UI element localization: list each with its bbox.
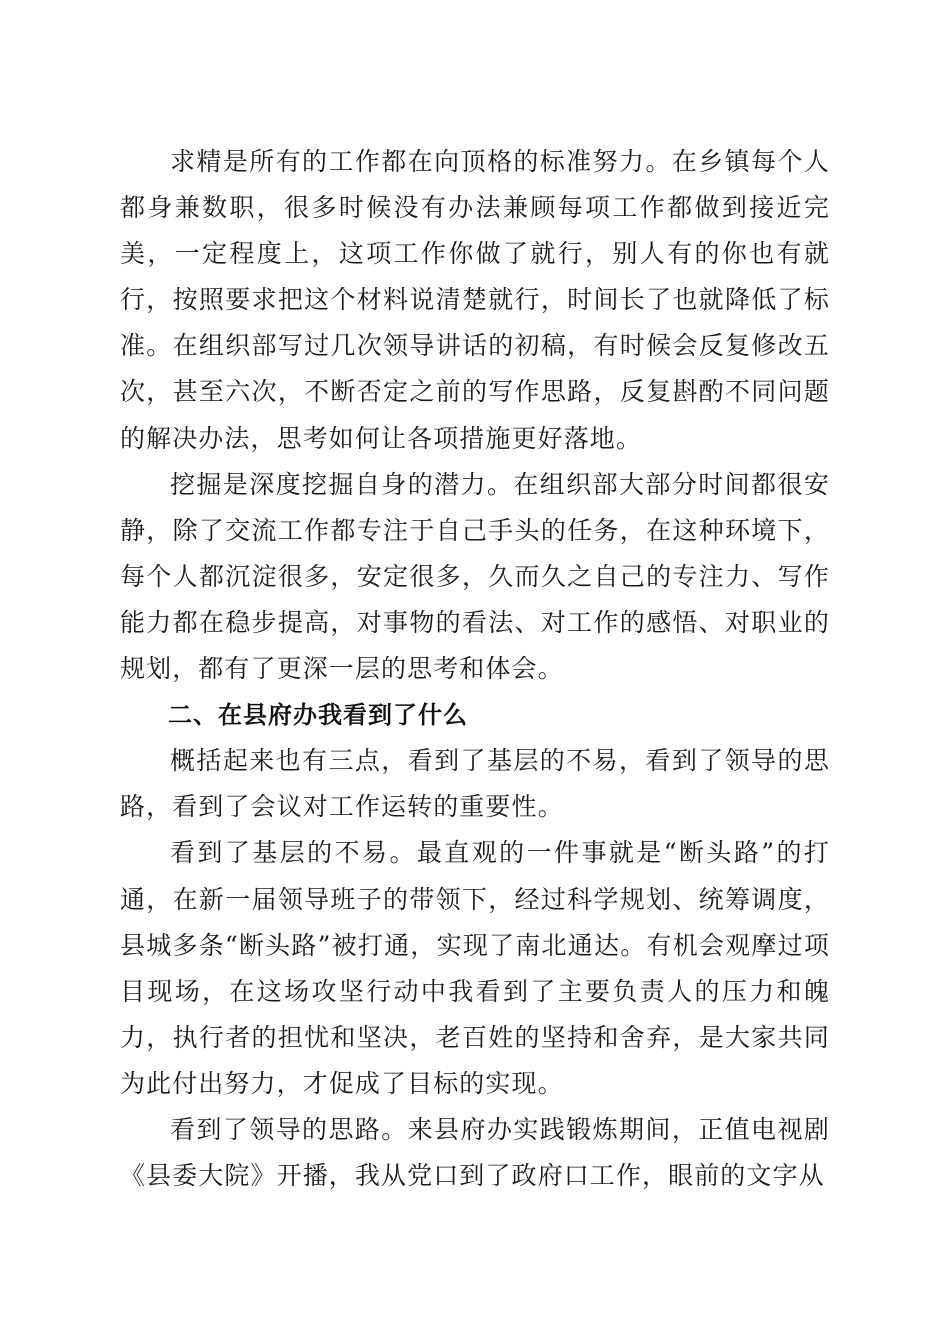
paragraph-self-potential: 挖掘是深度挖掘自身的潜力。在组织部大部分时间都很安静，除了交流工作都专注于自己手头的任务，在这种环境下，每个人都沉淀很多，安定很多，久而久之自己的专注力、写作能力都在稳步提高，对事物的看法、对工作的感悟、对职业的规划，都有了更深一层的思考和体会。	[120, 469, 830, 684]
paragraph-leadership: 看到了领导的思路。来县府办实践锻炼期间，正值电视剧《县委大院》开播，我从党口到了政府口工作，眼前的文字从	[120, 1114, 830, 1191]
document-body	[120, 139, 830, 1199]
section-heading: 二、在县府办我看到了什么	[168, 701, 468, 730]
paragraph-summary: 概括起来也有三点，看到了基层的不易，看到了领导的思路，看到了会议对工作运转的重要性。	[120, 746, 830, 822]
paragraph-grassroots: 看到了基层的不易。最直观的一件事就是“断头路”的打通，在新一届领导班子的带领下，经过科学规划、统筹调度，县城多条“断头路”被打通，实现了南北通达。有机会观摩过项目现场，在这场攻坚行动中我看到了主要负责人的压力和魄力，执行者的担忧和坚决，老百姓的坚持和舍弃，是大家共同为此付出努力，才促成了目标的实现。	[120, 838, 830, 1098]
paragraph-pursuit-of-excellence: 求精是所有的工作都在向顶格的标准努力。在乡镇每个人都身兼数职，很多时候没有办法兼顾每项工作都做到接近完美，一定程度上，这项工作你做了就行，别人有的你也有就行，按照要求把这个材料说清楚就行，时间长了也就降低了标准。在组织部写过几次领导讲话的初稿，有时候会反复修改五次，甚至六次，不断否定之前的写作思路，反复斟酌不同问题的解决办法，思考如何让各项措施更好落地。	[120, 147, 830, 453]
